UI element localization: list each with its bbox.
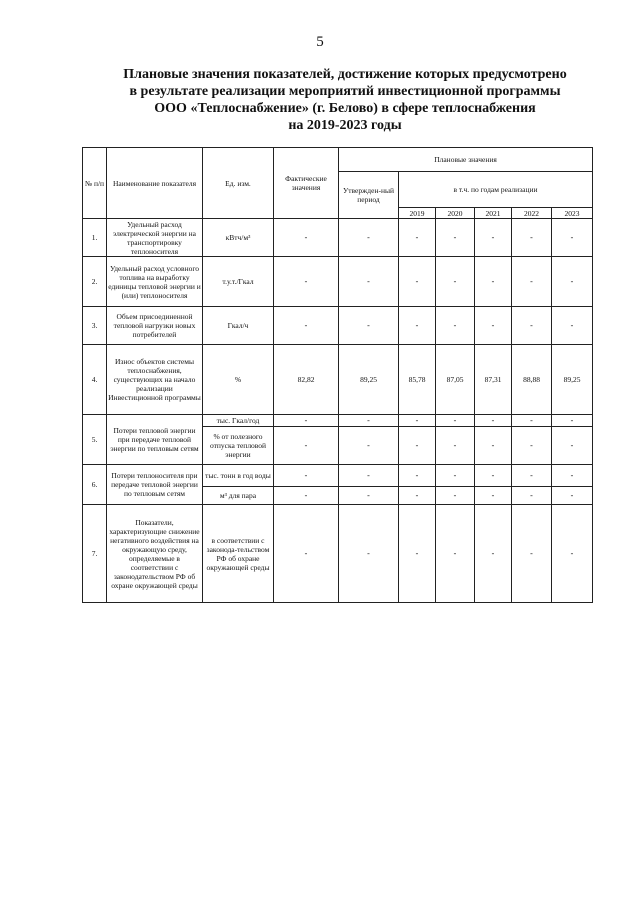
- header-year: 2023: [552, 208, 593, 219]
- row-year-value: -: [399, 465, 436, 487]
- row-name: Потери тепловой энергии при передаче тепловой энергии по тепловым сетям: [107, 415, 203, 465]
- row-year-value: -: [399, 219, 436, 257]
- table-row: [83, 219, 593, 257]
- row-year-value: -: [436, 257, 475, 307]
- row-unit: тыс. тонн в год воды: [203, 465, 274, 487]
- row-year-value: -: [552, 415, 593, 427]
- row-actual: -: [274, 427, 339, 465]
- header-approved: Утвержден-ный период: [339, 172, 399, 219]
- row-unit: м³ для пара: [203, 487, 274, 505]
- row-year-value: -: [475, 465, 512, 487]
- title-line: Плановые значения показателей, достижение которых предусмотрено: [123, 67, 567, 82]
- row-year-value: -: [512, 307, 552, 345]
- row-year-value: -: [399, 307, 436, 345]
- header-num: № п/п: [83, 148, 107, 219]
- row-year-value: -: [475, 307, 512, 345]
- row-year-value: -: [552, 487, 593, 505]
- row-num: 1.: [83, 219, 107, 257]
- row-unit: т.у.т./Гкал: [203, 257, 274, 307]
- row-name: Удельный расход электрической энергии на транспортировку теплоносителя: [107, 219, 203, 257]
- row-year-value: -: [475, 487, 512, 505]
- row-approved: -: [339, 465, 399, 487]
- row-year-value: -: [436, 505, 475, 603]
- row-year-value: -: [475, 257, 512, 307]
- table-row: [83, 505, 593, 603]
- header-planned: Плановые значения: [339, 148, 593, 172]
- row-year-value: 88,88: [512, 345, 552, 415]
- row-unit: % от полезного отпуска тепловой энергии: [203, 427, 274, 465]
- row-year-value: -: [436, 465, 475, 487]
- row-num: 3.: [83, 307, 107, 345]
- row-actual: 82,82: [274, 345, 339, 415]
- row-year-value: -: [475, 427, 512, 465]
- header-year: 2020: [436, 208, 475, 219]
- row-year-value: -: [552, 427, 593, 465]
- row-approved: -: [339, 219, 399, 257]
- header-year: 2019: [399, 208, 436, 219]
- row-year-value: -: [399, 415, 436, 427]
- row-year-value: -: [552, 307, 593, 345]
- row-unit: кВтч/м³: [203, 219, 274, 257]
- table-row: [83, 465, 593, 487]
- row-name: Удельный расход условного топлива на выработку единицы тепловой энергии и (или) теплоносителя: [107, 257, 203, 307]
- row-name: Показатели, характеризующие снижение негативного воздействия на окружающую среду, определяемые в соответствии с законодательством РФ об охране окружающей среды: [107, 505, 203, 603]
- row-num: 4.: [83, 345, 107, 415]
- row-year-value: -: [436, 427, 475, 465]
- row-year-value: 85,78: [399, 345, 436, 415]
- row-year-value: -: [552, 505, 593, 603]
- header-unit: Ед. изм.: [203, 148, 274, 219]
- indicators-table: [82, 147, 593, 603]
- row-year-value: -: [436, 219, 475, 257]
- row-num: 2.: [83, 257, 107, 307]
- row-year-value: -: [436, 415, 475, 427]
- page-number: 5: [316, 34, 324, 50]
- row-year-value: -: [436, 487, 475, 505]
- row-num: 7.: [83, 505, 107, 603]
- row-name: Объем присоединенной тепловой нагрузки новых потребителей: [107, 307, 203, 345]
- row-approved: 89,25: [339, 345, 399, 415]
- row-unit: тыс. Гкал/год: [203, 415, 274, 427]
- table-row: [83, 415, 593, 427]
- row-year-value: -: [399, 487, 436, 505]
- row-actual: -: [274, 505, 339, 603]
- row-year-value: -: [436, 307, 475, 345]
- row-year-value: -: [512, 505, 552, 603]
- row-year-value: 87,31: [475, 345, 512, 415]
- row-actual: -: [274, 307, 339, 345]
- row-name: Износ объектов системы теплоснабжения, существующих на начало реализации Инвестиционной программы: [107, 345, 203, 415]
- row-approved: -: [339, 415, 399, 427]
- header-actual: Фактические значения: [274, 148, 339, 219]
- row-year-value: -: [399, 505, 436, 603]
- row-year-value: -: [399, 427, 436, 465]
- row-actual: -: [274, 487, 339, 505]
- row-approved: -: [339, 427, 399, 465]
- row-year-value: -: [399, 257, 436, 307]
- row-approved: -: [339, 307, 399, 345]
- document-title: [95, 66, 595, 134]
- row-actual: -: [274, 219, 339, 257]
- header-year: 2021: [475, 208, 512, 219]
- header-by-years: в т.ч. по годам реализации: [399, 172, 593, 208]
- row-actual: -: [274, 465, 339, 487]
- title-line: ООО «Теплоснабжение» (г. Белово) в сфере теплоснабжения: [154, 101, 536, 116]
- row-num: 6.: [83, 465, 107, 505]
- row-approved: -: [339, 505, 399, 603]
- row-year-value: -: [512, 219, 552, 257]
- row-year-value: -: [475, 219, 512, 257]
- row-year-value: 87,05: [436, 345, 475, 415]
- table-row: [83, 307, 593, 345]
- row-approved: -: [339, 487, 399, 505]
- row-year-value: -: [512, 487, 552, 505]
- row-unit: %: [203, 345, 274, 415]
- row-year-value: -: [552, 219, 593, 257]
- row-unit: в соответствии с законода-тельством РФ об охране окружающей среды: [203, 505, 274, 603]
- table-row: [83, 345, 593, 415]
- title-line: на 2019-2023 годы: [288, 118, 402, 133]
- row-name: Потери теплоносителя при передаче тепловой энергии по тепловым сетям: [107, 465, 203, 505]
- row-year-value: -: [512, 415, 552, 427]
- row-year-value: -: [512, 257, 552, 307]
- header-name: Наименование показателя: [107, 148, 203, 219]
- row-actual: -: [274, 415, 339, 427]
- row-num: 5.: [83, 415, 107, 465]
- row-year-value: 89,25: [552, 345, 593, 415]
- header-year: 2022: [512, 208, 552, 219]
- row-year-value: -: [512, 465, 552, 487]
- row-year-value: -: [552, 465, 593, 487]
- title-line: в результате реализации мероприятий инвестиционной программы: [129, 84, 561, 99]
- row-approved: -: [339, 257, 399, 307]
- row-actual: -: [274, 257, 339, 307]
- table-row: [83, 257, 593, 307]
- row-year-value: -: [475, 505, 512, 603]
- row-year-value: -: [475, 415, 512, 427]
- row-unit: Гкал/ч: [203, 307, 274, 345]
- row-year-value: -: [512, 427, 552, 465]
- row-year-value: -: [552, 257, 593, 307]
